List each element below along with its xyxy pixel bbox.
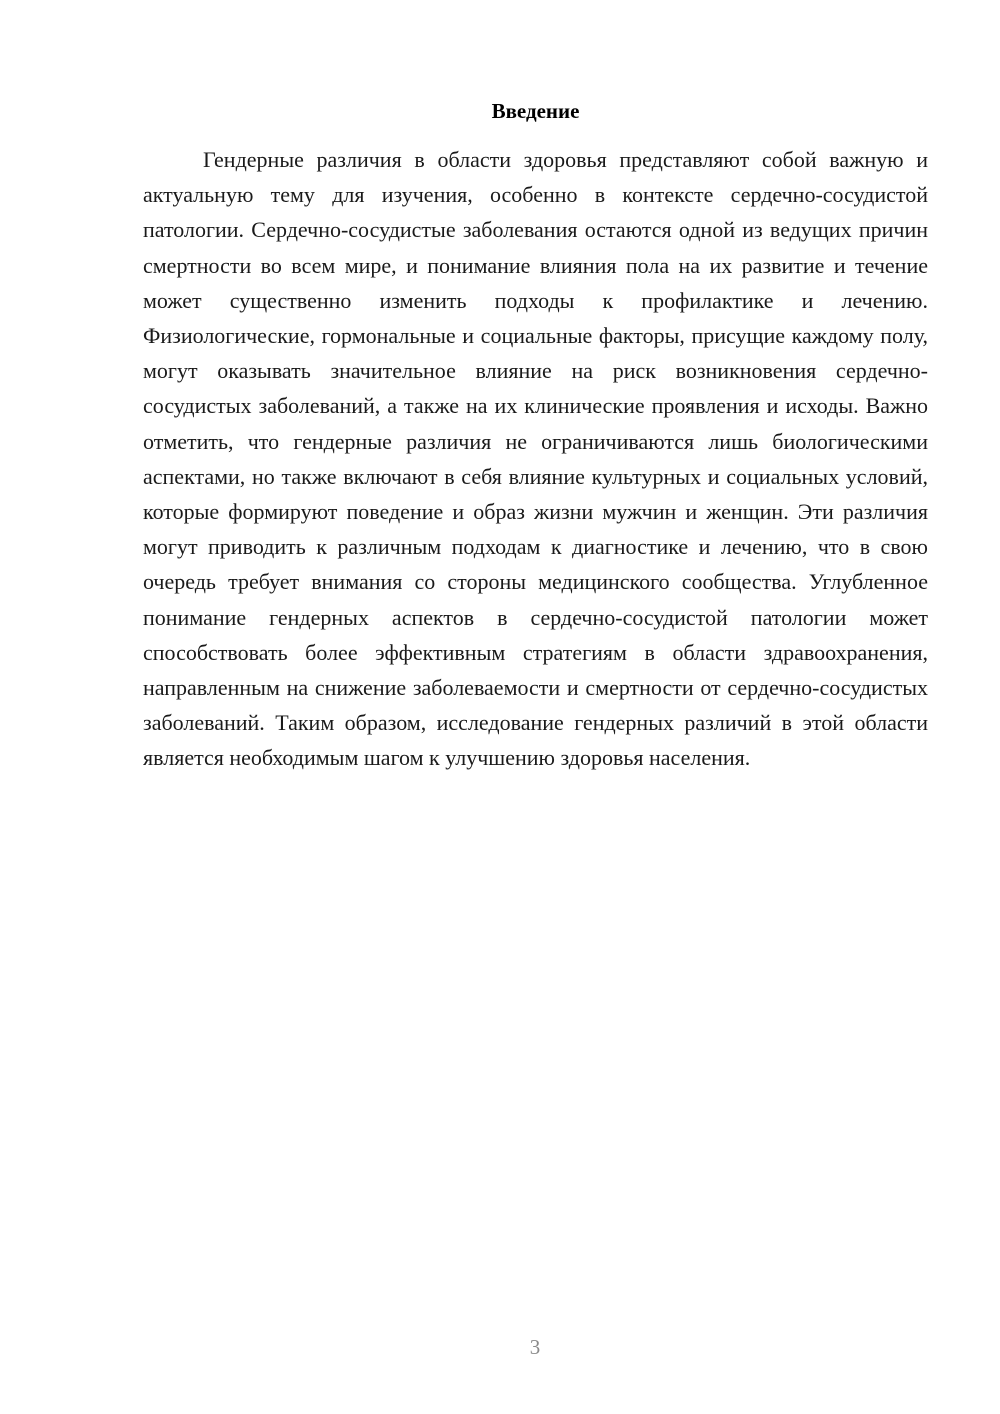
- intro-paragraph: Гендерные различия в области здоровья представляют собой важную и актуальную тему для изучения, особенно в контексте сердечно-сосудистой патологии. Сердечно-сосудистые заболевания остаются одной из ведущих причин смертности во всем мире, и понимание влияния пола на их развитие и течение может существенно изменить подходы к профилактике и лечению. Физиологические, гормональные и социальные факторы, присущие каждому полу, могут оказывать значительное влияние на риск возникновения сердечно-сосудистых заболеваний, а также на их клинические проявления и исходы. Важно отметить, что гендерные различия не ограничиваются лишь биологическими аспектами, но также включают в себя влияние культурных и социальных условий, которые формируют поведение и образ жизни мужчин и женщин. Эти различия могут приводить к различным подходам к диагностике и лечению, что в свою очередь требует внимания со стороны медицинского сообщества. Углубленное понимание гендерных аспектов в сердечно-сосудистой патологии может способствовать более эффективным стратегиям в области здравоохранения, направленным на снижение заболеваемости и смертности от сердечно-сосудистых заболеваний. Таким образом, исследование гендерных различий в этой области является необходимым шагом к улучшению здоровья населения.: [143, 147, 928, 771]
- page-number: 3: [529, 1335, 541, 1359]
- section-heading: Введение: [491, 99, 580, 123]
